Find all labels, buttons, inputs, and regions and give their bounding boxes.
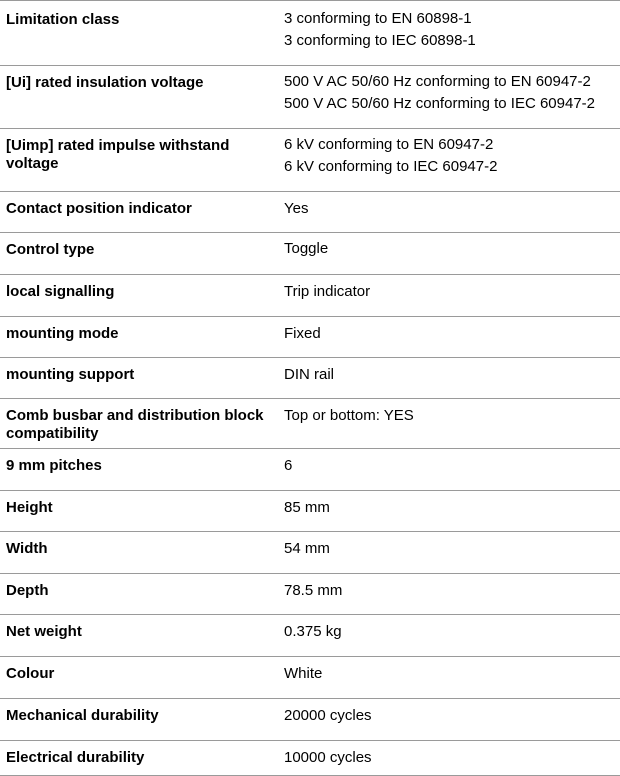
row-value (284, 705, 618, 727)
row-label: local signalling (6, 283, 115, 300)
table-row (0, 232, 620, 258)
table-row (0, 65, 620, 112)
table-row (0, 448, 620, 474)
row-value-line: 500 V AC 50/60 Hz conforming to IEC 60947-2 (284, 95, 596, 112)
row-value (284, 238, 618, 260)
row-value-line: 20000 cycles (284, 707, 372, 724)
row-label: Contact position indicator (6, 200, 192, 217)
row-label: Height (6, 499, 53, 516)
row-label: Electrical durability (6, 749, 145, 766)
row-value-line: 54 mm (284, 540, 330, 557)
row-value (284, 405, 618, 427)
row-value-line: 0.375 kg (284, 623, 342, 640)
table-row (0, 316, 620, 342)
row-value-line: 6 (284, 457, 293, 474)
row-value (284, 281, 618, 303)
row-label: Net weight (6, 623, 82, 640)
row-value (284, 497, 618, 519)
table-row (0, 614, 620, 640)
row-label: Depth (6, 582, 49, 599)
row-value (284, 364, 618, 386)
table-row (0, 573, 620, 599)
row-value-line: Toggle (284, 240, 329, 257)
row-value-line: 500 V AC 50/60 Hz conforming to EN 60947-2 (284, 73, 591, 90)
row-label: Control type (6, 241, 95, 258)
row-value-line: 10000 cycles (284, 749, 372, 766)
row-value (284, 455, 618, 477)
row-value-line: Yes (284, 200, 309, 217)
row-value (284, 580, 618, 602)
table-row (0, 128, 620, 175)
row-value-line: 78.5 mm (284, 582, 343, 599)
row-label: mounting mode (6, 325, 119, 342)
row-value (284, 8, 618, 52)
table-row (0, 274, 620, 300)
table-row (0, 656, 620, 682)
row-label: Mechanical durability (6, 707, 159, 724)
row-value-line: 85 mm (284, 499, 330, 516)
row-label: Limitation class (6, 11, 120, 28)
row-value (284, 323, 618, 345)
table-row (0, 357, 620, 383)
row-value (284, 621, 618, 643)
table-row (0, 398, 620, 442)
row-label: 9 mm pitches (6, 457, 102, 474)
row-value-line: 3 conforming to IEC 60898-1 (284, 32, 476, 49)
row-label: [Uimp] rated impulse withstand voltage (6, 137, 230, 172)
table-row (0, 0, 620, 49)
row-label: mounting support (6, 366, 135, 383)
row-value-line: Top or bottom: YES (284, 407, 414, 424)
row-value (284, 71, 618, 115)
table-row (0, 698, 620, 724)
row-value (284, 198, 618, 220)
row-label: Comb busbar and distribution block compatibility (6, 407, 264, 442)
table-row (0, 531, 620, 557)
row-value-line: White (284, 665, 323, 682)
table-row (0, 191, 620, 217)
table-row (0, 740, 620, 766)
row-value (284, 538, 618, 560)
row-value (284, 663, 618, 685)
row-label: [Ui] rated insulation voltage (6, 74, 204, 91)
table-row (0, 490, 620, 516)
row-value-line: Fixed (284, 325, 321, 342)
row-value-line: 6 kV conforming to IEC 60947-2 (284, 158, 498, 175)
row-value-line: Trip indicator (284, 283, 371, 300)
row-value (284, 747, 618, 769)
row-value-line: 6 kV conforming to EN 60947-2 (284, 136, 494, 153)
row-value-line: DIN rail (284, 366, 335, 383)
row-value (284, 134, 618, 178)
row-label: Colour (6, 665, 55, 682)
row-value-line: 3 conforming to EN 60898-1 (284, 10, 472, 27)
row-label: Width (6, 540, 48, 557)
